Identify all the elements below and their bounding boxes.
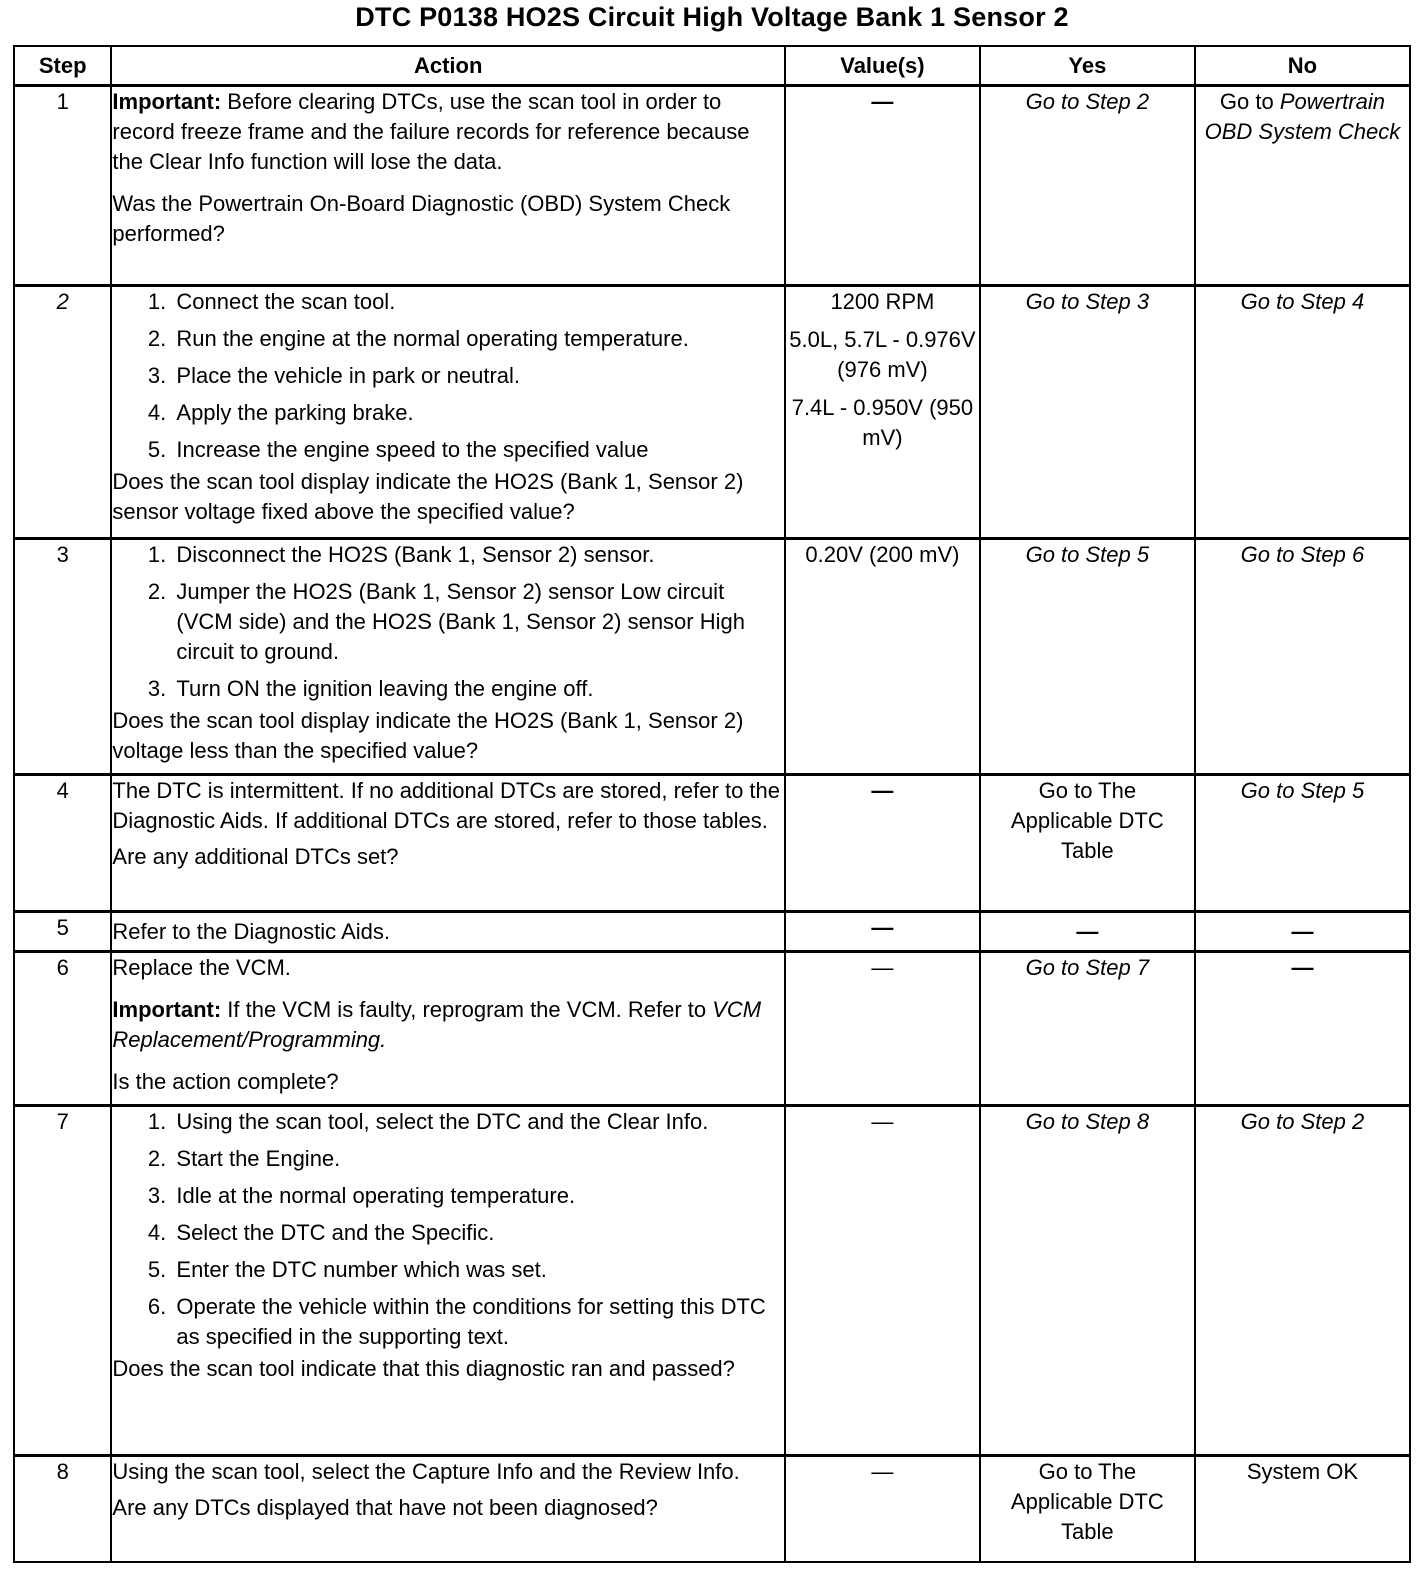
value-dash: — — [871, 915, 894, 940]
header-row — [14, 46, 1410, 86]
important-text: If the VCM is faulty, reprogram the VCM. Refer to — [221, 997, 713, 1022]
action-cell — [111, 286, 785, 539]
no-cell — [1195, 539, 1410, 775]
table-row-step-5 — [14, 912, 1410, 952]
value-74l: 7.4L - 0.950V (950 mV) — [791, 395, 974, 450]
no-cell — [1195, 286, 1410, 539]
header-step: Step — [14, 46, 111, 86]
value-cell — [785, 775, 980, 912]
step-number: 1 — [14, 86, 111, 286]
header-no: No — [1195, 46, 1410, 86]
value-dash: — — [871, 89, 894, 114]
yes-dash: — — [1076, 918, 1099, 944]
table-row-step-3 — [14, 539, 1410, 775]
action-cell — [111, 1106, 785, 1456]
step-number: 2 — [14, 286, 111, 539]
yes-link[interactable]: Go to Step 2 — [1025, 89, 1150, 114]
important-note — [112, 87, 784, 177]
value-cell: — — [785, 1106, 980, 1456]
value-cell: — — [785, 1456, 980, 1562]
list-item: 3. Turn ON the ignition leaving the engine off. — [172, 674, 784, 704]
value-cell: 0.20V (200 mV) — [785, 539, 980, 775]
list-item: 1. Connect the scan tool. — [172, 287, 784, 317]
yes-link[interactable]: Go to Step 7 — [1025, 955, 1150, 980]
list-item: 5. Increase the engine speed to the specified value — [172, 435, 784, 465]
procedure-list — [112, 287, 784, 465]
action-text: The DTC is intermittent. If no additional DTCs are stored, refer to the Diagnostic Aids. If additional DTCs are stored, refer to those tables. — [112, 778, 780, 833]
action-text: Replace the VCM. — [112, 955, 291, 980]
header-action: Action — [111, 46, 785, 86]
action-cell — [111, 952, 785, 1106]
value-57l: 5.0L, 5.7L - 0.976V (976 mV) — [789, 327, 976, 382]
step-number: 8 — [14, 1456, 111, 1562]
yes-cell — [980, 775, 1195, 912]
step-number: 6 — [14, 952, 111, 1106]
no-dash: — — [1291, 918, 1314, 944]
table-row-step-6 — [14, 952, 1410, 1106]
list-item: 4. Select the DTC and the Specific. — [172, 1218, 784, 1248]
no-link[interactable]: Go to Step 6 — [1240, 542, 1365, 567]
table-row-step-2 — [14, 286, 1410, 539]
list-item: 1. Disconnect the HO2S (Bank 1, Sensor 2) sensor. — [172, 540, 784, 570]
yes-link[interactable]: Go to Step 8 — [1025, 1109, 1150, 1134]
action-text: Using the scan tool, select the Capture Info and the Review Info. — [112, 1459, 740, 1484]
no-link[interactable]: Powertrain OBD System Check — [1204, 89, 1401, 144]
no-cell — [1195, 952, 1410, 1106]
important-note — [112, 995, 784, 1055]
diagnostic-table — [13, 45, 1411, 1563]
list-item: 2. Run the engine at the normal operating temperature. — [172, 324, 784, 354]
yes-cell — [980, 1456, 1195, 1562]
yes-cell — [980, 912, 1195, 952]
yes-cell — [980, 1106, 1195, 1456]
yes-link[interactable]: Go to Step 5 — [1025, 542, 1150, 567]
question-text: Does the scan tool indicate that this diagnostic ran and passed? — [112, 1356, 735, 1381]
value-cell — [785, 286, 980, 539]
table-row-step-1 — [14, 86, 1410, 286]
vcm-programming-link[interactable]: VCM Replacement/Programming. — [112, 997, 762, 1052]
table-row-step-4 — [14, 775, 1410, 912]
table-row-step-8 — [14, 1456, 1410, 1562]
action-cell — [111, 775, 785, 912]
header-yes: Yes — [980, 46, 1195, 86]
step-number: 5 — [14, 912, 111, 952]
header-values: Value(s) — [785, 46, 980, 86]
list-item: 3. Idle at the normal operating temperature. — [172, 1181, 784, 1211]
yes-cell — [980, 952, 1195, 1106]
procedure-list — [112, 540, 784, 704]
no-dash: — — [1291, 955, 1314, 980]
question-text: Are any additional DTCs set? — [112, 844, 399, 869]
step-number: 3 — [14, 539, 111, 775]
no-cell — [1195, 1106, 1410, 1456]
list-item: 5. Enter the DTC number which was set. — [172, 1255, 784, 1285]
no-prefix: Go to — [1219, 89, 1280, 114]
step-number: 7 — [14, 1106, 111, 1456]
page-title: DTC P0138 HO2S Circuit High Voltage Bank 1 Sensor 2 — [355, 2, 1069, 32]
important-label: Important: — [112, 997, 222, 1022]
yes-link[interactable]: Go to The Applicable DTC Table — [1010, 778, 1164, 863]
step-number: 4 — [14, 775, 111, 912]
no-cell — [1195, 912, 1410, 952]
question-text: Are any DTCs displayed that have not been diagnosed? — [112, 1495, 658, 1520]
list-item: 2. Jumper the HO2S (Bank 1, Sensor 2) sensor Low circuit (VCM side) and the HO2S (Bank 1, Sensor 2) sensor High circuit to ground. — [172, 577, 784, 667]
no-cell — [1195, 1456, 1410, 1562]
value-dash: — — [871, 778, 894, 803]
system-ok-text: System OK — [1246, 1459, 1359, 1484]
table-row-step-7 — [14, 1106, 1410, 1456]
value-cell — [785, 86, 980, 286]
question-text: Does the scan tool display indicate the HO2S (Bank 1, Sensor 2) sensor voltage fixed above the specified value? — [112, 469, 744, 524]
list-item: 6. Operate the vehicle within the conditions for setting this DTC as specified in the supporting text. — [172, 1292, 784, 1352]
yes-cell — [980, 86, 1195, 286]
action-cell — [111, 1456, 785, 1562]
question-text: Was the Powertrain On-Board Diagnostic (OBD) System Check performed? — [112, 191, 731, 246]
yes-link[interactable]: Go to Step 3 — [1025, 289, 1150, 314]
action-text: Refer to the Diagnostic Aids. — [112, 918, 390, 944]
question-text: Is the action complete? — [112, 1069, 339, 1094]
important-label: Important: — [112, 89, 222, 114]
no-cell — [1195, 775, 1410, 912]
action-cell — [111, 912, 785, 952]
yes-cell — [980, 286, 1195, 539]
question-text: Does the scan tool display indicate the HO2S (Bank 1, Sensor 2) voltage less than the specified value? — [112, 708, 744, 763]
no-link[interactable]: Go to Step 2 — [1240, 1109, 1365, 1134]
list-item: 1. Using the scan tool, select the DTC and the Clear Info. — [172, 1107, 784, 1137]
no-link[interactable]: Go to Step 5 — [1240, 778, 1365, 803]
no-cell — [1195, 86, 1410, 286]
no-link[interactable]: Go to Step 4 — [1240, 289, 1365, 314]
value-rpm: 1200 RPM — [830, 289, 935, 314]
action-cell — [111, 86, 785, 286]
important-text: Before clearing DTCs, use the scan tool in order to record freeze frame and the failure records for reference because the Clear Info function will lose the data. — [112, 89, 750, 174]
action-cell — [111, 539, 785, 775]
list-item: 4. Apply the parking brake. — [172, 398, 784, 428]
value-cell — [785, 912, 980, 952]
yes-link[interactable]: Go to The Applicable DTC Table — [1010, 1459, 1164, 1544]
list-item: 3. Place the vehicle in park or neutral. — [172, 361, 784, 391]
value-cell: — — [785, 952, 980, 1106]
procedure-list — [112, 1107, 784, 1352]
yes-cell — [980, 539, 1195, 775]
list-item: 2. Start the Engine. — [172, 1144, 784, 1174]
